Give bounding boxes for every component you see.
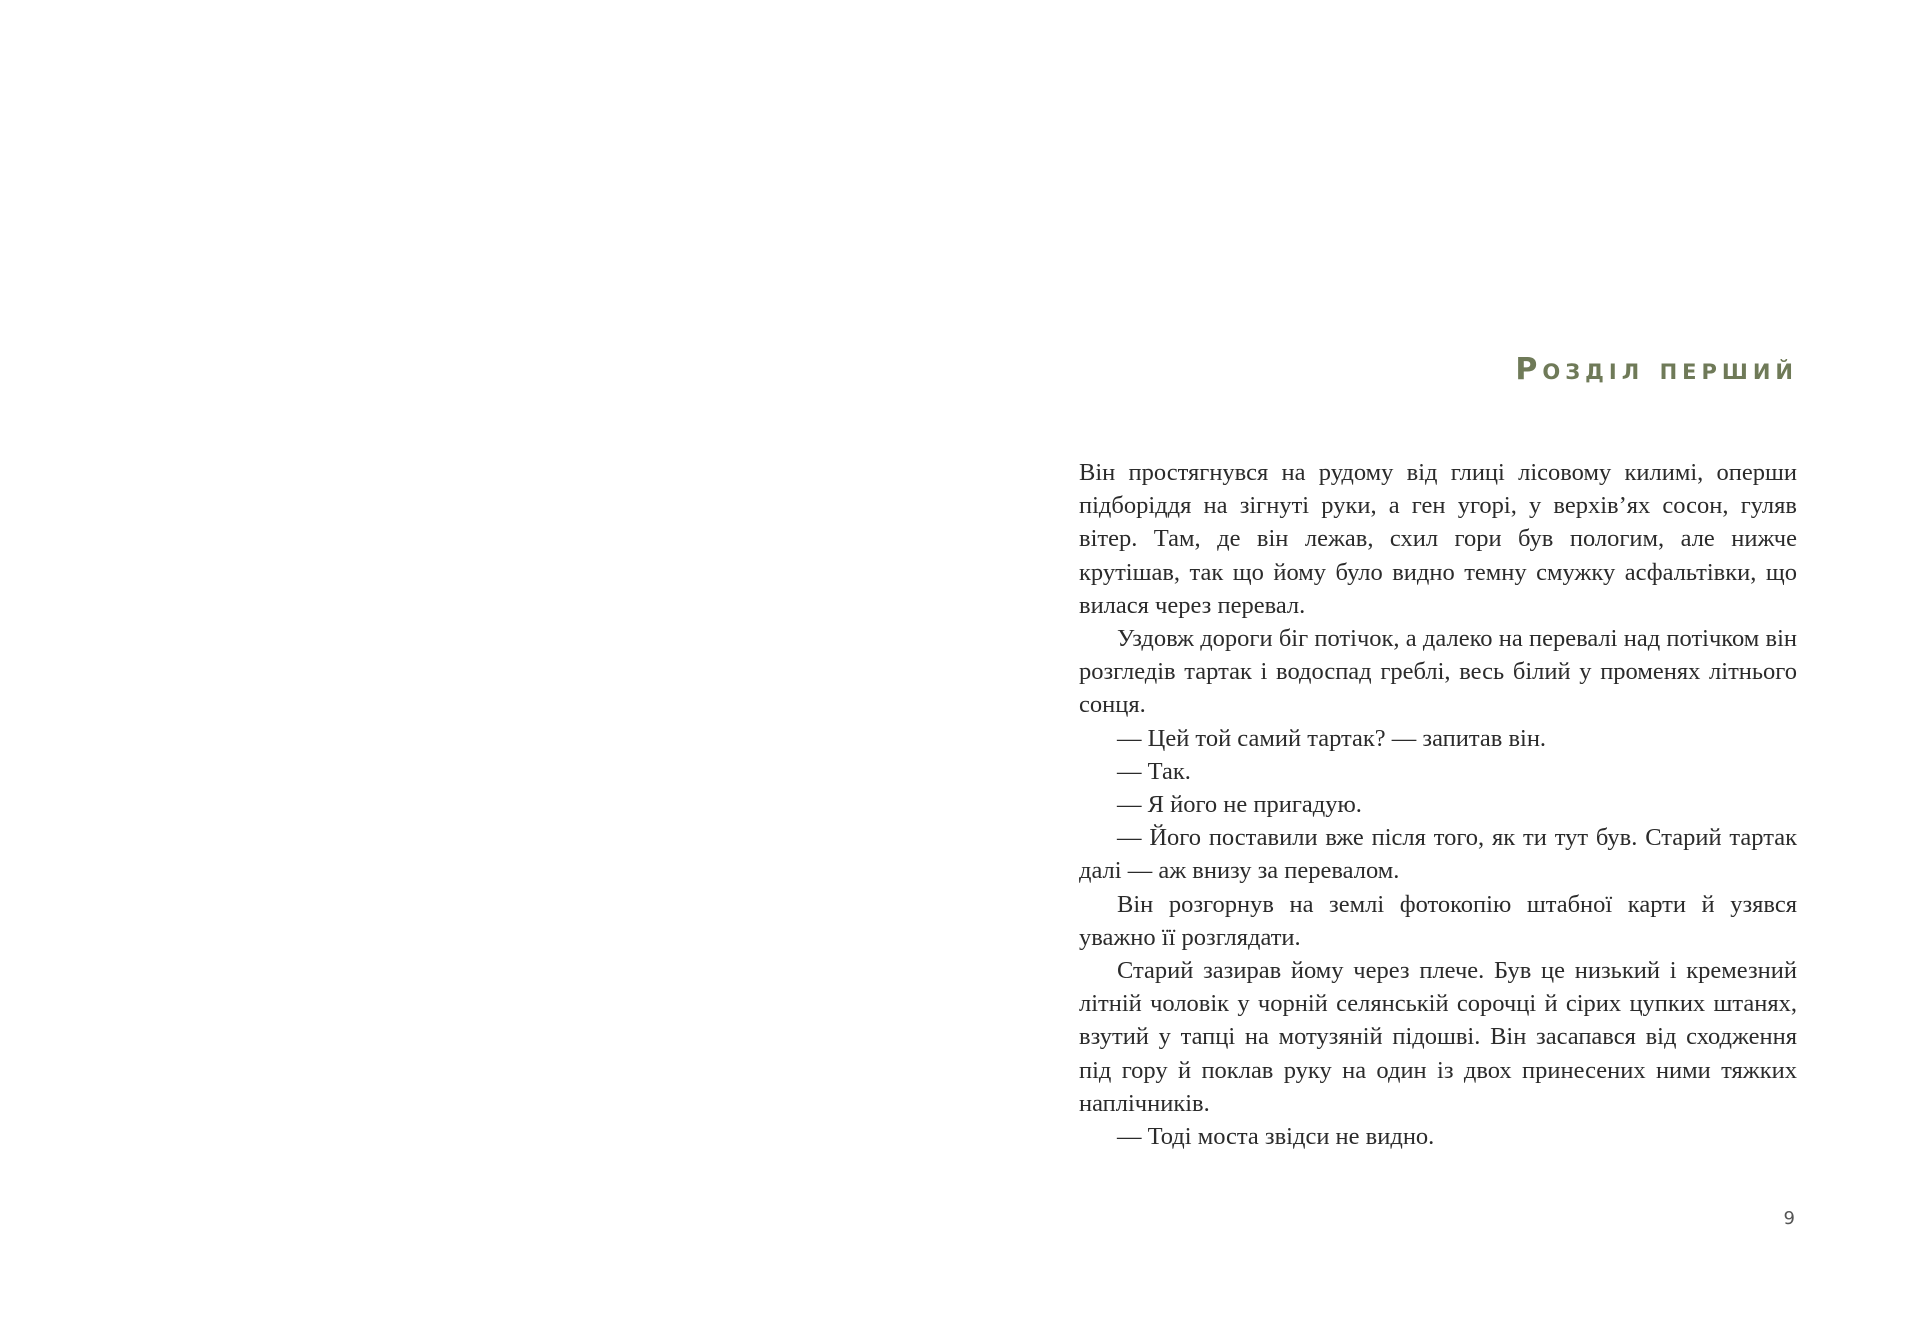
chapter-title: Розділ перший xyxy=(1515,352,1798,387)
page-number: 9 xyxy=(1783,1208,1795,1229)
dialogue-line: — Тоді моста звідси не видно. xyxy=(1117,1123,1435,1151)
dialogue-line: — Я його не пригадую. xyxy=(1117,791,1362,819)
dialogue-line: — Його поставили вже після того, як ти тут був. Старий тартак далі — аж внизу за перевалом. xyxy=(1079,824,1797,885)
paragraph: Старий зазирав йому через плече. Був це низький і кремезний літній чоловік у чорній селянській сорочці й сірих цупких штанях, взутий у тапці на мотузяній підошві. Він засапався від сходження під гору й поклав руку на один із двох принесених ними тяжких наплічників. xyxy=(1079,957,1797,1117)
dialogue-line: — Цей той самий тартак? — запитав він. xyxy=(1117,724,1547,752)
paragraph: Він простягнувся на рудому від глиці лісовому килимі, оперши підборіддя на зігнуті руки, а ген угорі, у верхів’ях сосон, гуляв вітер. Там, де він лежав, схил гори був пологим, але нижче крутішав, так що йому було видно темну смужку асфальтівки, що вилася через перевал. xyxy=(1079,459,1797,619)
dialogue-line: — Так. xyxy=(1117,757,1191,785)
paragraph: Уздовж дороги біг потічок, а далеко на перевалі над потічком він розгледів тартак і водоспад греблі, весь білий у променях літнього сонця. xyxy=(1079,625,1797,719)
right-page xyxy=(960,0,1920,1325)
chapter-text xyxy=(1079,456,1797,1153)
paragraph: Він розгорнув на землі фотокопію штабної карти й узявся уважно її розглядати. xyxy=(1079,890,1797,951)
